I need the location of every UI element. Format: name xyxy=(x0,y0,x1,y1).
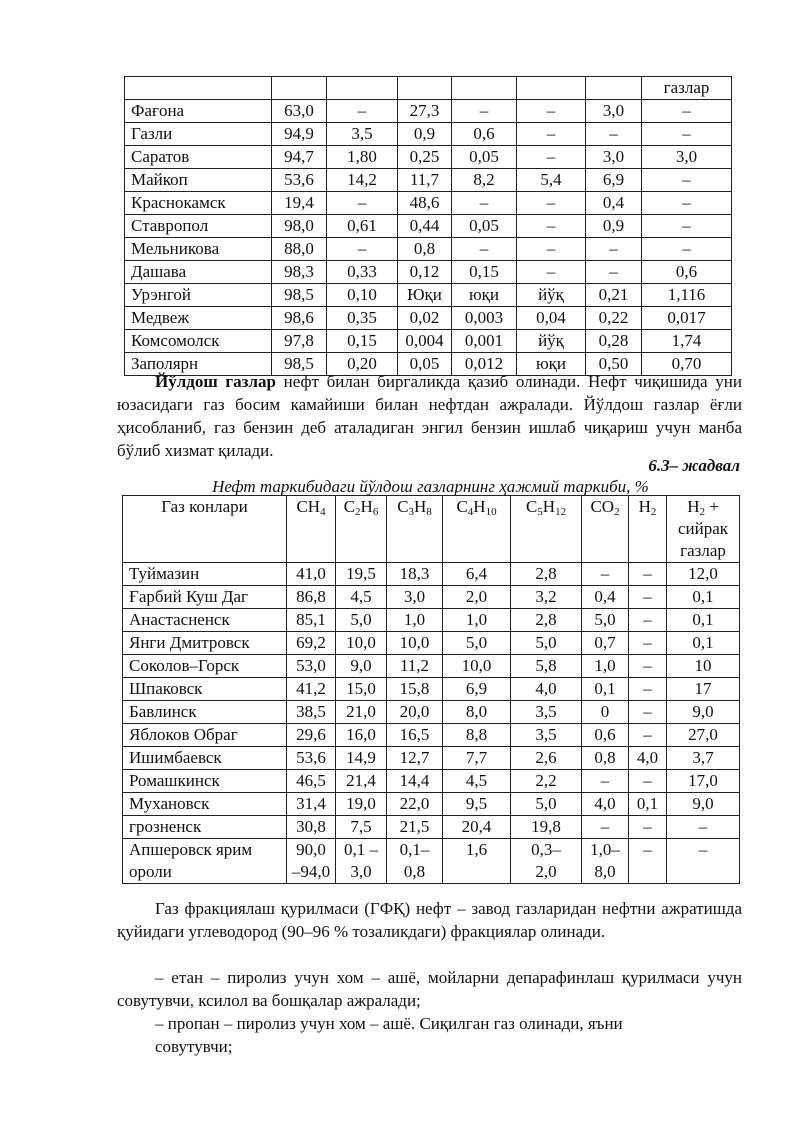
value-cell: 2,0 xyxy=(443,586,511,609)
header-formula: $CO_2$ xyxy=(582,496,629,563)
value-cell: 53,0 xyxy=(287,655,336,678)
table-row xyxy=(123,609,740,632)
value-cell: 0,21 xyxy=(586,284,642,307)
value-cell: 88,0 xyxy=(272,238,327,261)
value-cell: 53,6 xyxy=(287,747,336,770)
value-cell: – xyxy=(517,100,586,123)
table-row xyxy=(123,816,740,839)
value-cell: 5,0 xyxy=(443,632,511,655)
header-cell: газлар xyxy=(642,77,732,100)
value-cell: 6,4 xyxy=(443,563,511,586)
value-cell: 30,8 xyxy=(287,816,336,839)
table-row xyxy=(125,261,732,284)
value-cell: 1,74 xyxy=(642,330,732,353)
value-cell: 12,7 xyxy=(387,747,443,770)
value-cell: юқи xyxy=(452,284,517,307)
field-name-cell: Комсомолск xyxy=(125,330,272,353)
value-cell: 53,6 xyxy=(272,169,327,192)
value-cell: 10,0 xyxy=(336,632,387,655)
value-cell: 5,0 xyxy=(336,609,387,632)
value-cell: 0,15 xyxy=(327,330,398,353)
table-row xyxy=(125,238,732,261)
table-title: Нефт таркибидаги йўлдош газларнинг ҳажмий таркиби, % xyxy=(212,477,649,496)
header-h2-rare-gases: $H_2$ + сийрак газлар xyxy=(667,496,740,563)
table-row xyxy=(123,701,740,724)
value-cell: 4,5 xyxy=(336,586,387,609)
field-name-cell: Фағона xyxy=(125,100,272,123)
propane-line-2: совутувчи; xyxy=(155,1037,233,1056)
value-cell: 0,35 xyxy=(327,307,398,330)
value-cell: 0,33 xyxy=(327,261,398,284)
value-cell: – xyxy=(452,238,517,261)
value-cell: – xyxy=(642,123,732,146)
value-cell: 5,0 xyxy=(582,609,629,632)
value-cell: 17 xyxy=(667,678,740,701)
value-cell: 19,4 xyxy=(272,192,327,215)
table-row xyxy=(125,192,732,215)
table-row xyxy=(125,100,732,123)
header-gas-fields: Газ конлари xyxy=(123,496,287,563)
field-name-cell: Медвеж xyxy=(125,307,272,330)
ethane-paragraph xyxy=(117,966,742,1012)
value-cell: 2,6 xyxy=(511,747,582,770)
field-name-cell: Анастасненск xyxy=(123,609,287,632)
header-formula: $C_5H_{12}$ xyxy=(511,496,582,563)
value-cell: 15,8 xyxy=(387,678,443,701)
value-cell: – xyxy=(586,123,642,146)
value-cell: 2,2 xyxy=(511,770,582,793)
value-cell: 46,5 xyxy=(287,770,336,793)
value-cell: 4,0 xyxy=(511,678,582,701)
value-cell: 0,6 xyxy=(642,261,732,284)
value-cell: – xyxy=(517,261,586,284)
value-cell: 11,2 xyxy=(387,655,443,678)
value-cell: 98,0 xyxy=(272,215,327,238)
field-name-cell: Апшеровск ярим ороли xyxy=(123,839,287,884)
value-cell: – xyxy=(629,655,667,678)
value-cell: 0,05 xyxy=(452,215,517,238)
value-cell: 1,0– 8,0 xyxy=(582,839,629,884)
table-row xyxy=(123,770,740,793)
header-cell xyxy=(125,77,272,100)
value-cell: 6,9 xyxy=(443,678,511,701)
value-cell: 90,0 –94,0 xyxy=(287,839,336,884)
value-cell: йўқ xyxy=(517,284,586,307)
table-row xyxy=(123,724,740,747)
field-name-cell: Мухановск xyxy=(123,793,287,816)
value-cell: 0,1 xyxy=(667,632,740,655)
value-cell: 1,116 xyxy=(642,284,732,307)
value-cell: 0,4 xyxy=(586,192,642,215)
header-formula: $C_3H_8$ xyxy=(387,496,443,563)
value-cell: 0,10 xyxy=(327,284,398,307)
value-cell: 38,5 xyxy=(287,701,336,724)
value-cell: 16,0 xyxy=(336,724,387,747)
table-row xyxy=(125,123,732,146)
header-cell xyxy=(517,77,586,100)
value-cell: 3,0 xyxy=(387,586,443,609)
value-cell: 11,7 xyxy=(398,169,452,192)
header-cell xyxy=(272,77,327,100)
table-number: 6.3– жадвал xyxy=(648,456,740,475)
value-cell: 3,7 xyxy=(667,747,740,770)
field-name-cell: Бавлинск xyxy=(123,701,287,724)
value-cell: 5,0 xyxy=(511,632,582,655)
value-cell: 0,6 xyxy=(452,123,517,146)
header-formula: $H_2$ xyxy=(629,496,667,563)
value-cell: 97,8 xyxy=(272,330,327,353)
value-cell: 0,28 xyxy=(586,330,642,353)
value-cell: 18,3 xyxy=(387,563,443,586)
value-cell: 0,02 xyxy=(398,307,452,330)
table-row xyxy=(125,169,732,192)
value-cell: – xyxy=(452,192,517,215)
field-name-cell: Шпаковск xyxy=(123,678,287,701)
value-cell: – xyxy=(327,100,398,123)
value-cell: – xyxy=(629,816,667,839)
field-name-cell: Ставропол xyxy=(125,215,272,238)
value-cell: 0,1 xyxy=(629,793,667,816)
value-cell: – xyxy=(629,724,667,747)
value-cell: 8,2 xyxy=(452,169,517,192)
value-cell: 41,2 xyxy=(287,678,336,701)
value-cell: – xyxy=(582,816,629,839)
value-cell: – xyxy=(629,678,667,701)
value-cell: 31,4 xyxy=(287,793,336,816)
value-cell: 86,8 xyxy=(287,586,336,609)
value-cell: – xyxy=(586,261,642,284)
value-cell: 1,0 xyxy=(387,609,443,632)
value-cell: 0,012 xyxy=(452,353,517,376)
value-cell: 7,5 xyxy=(336,816,387,839)
associated-gases-table xyxy=(122,495,740,884)
value-cell: – xyxy=(629,586,667,609)
field-name-cell: Мельникова xyxy=(125,238,272,261)
value-cell: 0,70 xyxy=(642,353,732,376)
value-cell: – xyxy=(642,192,732,215)
field-name-cell: Саратов xyxy=(125,146,272,169)
header-formula: $C_4H_{10}$ xyxy=(443,496,511,563)
field-name-cell: Урэнгой xyxy=(125,284,272,307)
table-row xyxy=(125,307,732,330)
value-cell: 0,20 xyxy=(327,353,398,376)
value-cell: 19,0 xyxy=(336,793,387,816)
value-cell: 0,1 xyxy=(667,609,740,632)
value-cell: 0,25 xyxy=(398,146,452,169)
gas-composition-table-continued xyxy=(124,76,732,376)
value-cell: 0,003 xyxy=(452,307,517,330)
value-cell: 21,4 xyxy=(336,770,387,793)
value-cell: 69,2 xyxy=(287,632,336,655)
value-cell: 98,3 xyxy=(272,261,327,284)
value-cell: 0 xyxy=(582,701,629,724)
header-formula: $CH_4$ xyxy=(287,496,336,563)
table-row xyxy=(125,215,732,238)
gfk-paragraph: Газ фракциялаш қурилмаси (ГФҚ) нефт – завод газларидан нефтни ажратишда қуйидаги углеводород (90–96 % тозаликдаги) фракциялар олинади. xyxy=(117,899,742,941)
value-cell: 0,22 xyxy=(586,307,642,330)
value-cell: 0,8 xyxy=(398,238,452,261)
value-cell: 7,7 xyxy=(443,747,511,770)
value-cell: 3,5 xyxy=(511,701,582,724)
value-cell: 0,1 – 3,0 xyxy=(336,839,387,884)
value-cell: 94,9 xyxy=(272,123,327,146)
value-cell: 12,0 xyxy=(667,563,740,586)
value-cell: 98,5 xyxy=(272,284,327,307)
associated-gases-text: нефт билан биргаликда қазиб олинади. Нефт чиқишида уни юзасидаги газ босим камайиши билан нефтдан ажралади. Йўлдош газлар ёғли ҳисобланиб, газ бензин деб аталадиган энгил бензин ишлаб чиқариш учун манба бўлиб хизмат қилади. xyxy=(117,372,742,460)
table-row xyxy=(123,678,740,701)
value-cell: 0,004 xyxy=(398,330,452,353)
value-cell: – xyxy=(517,123,586,146)
table-row xyxy=(125,330,732,353)
value-cell: 0,8 xyxy=(582,747,629,770)
value-cell: 3,0 xyxy=(586,146,642,169)
table-header-row xyxy=(123,496,740,563)
value-cell: – xyxy=(327,192,398,215)
value-cell: 21,5 xyxy=(387,816,443,839)
value-cell: 0,61 xyxy=(327,215,398,238)
value-cell: 8,8 xyxy=(443,724,511,747)
value-cell: – xyxy=(629,609,667,632)
ethane-text-end: ксилол ва бошқалар ажралади; xyxy=(193,991,421,1010)
value-cell: 17,0 xyxy=(667,770,740,793)
field-name-cell: Ғарбий Куш Даг xyxy=(123,586,287,609)
field-name-cell: Туймазин xyxy=(123,563,287,586)
header-formula: $C_2H_6$ xyxy=(336,496,387,563)
value-cell: – xyxy=(327,238,398,261)
value-cell: 3,5 xyxy=(327,123,398,146)
value-cell: 4,0 xyxy=(582,793,629,816)
value-cell: 0,1– 0,8 xyxy=(387,839,443,884)
value-cell: 21,0 xyxy=(336,701,387,724)
value-cell: 0,9 xyxy=(398,123,452,146)
value-cell: 2,8 xyxy=(511,563,582,586)
value-cell: 29,6 xyxy=(287,724,336,747)
value-cell: 19,8 xyxy=(511,816,582,839)
value-cell: 14,4 xyxy=(387,770,443,793)
value-cell: 10,0 xyxy=(387,632,443,655)
value-cell: – xyxy=(517,146,586,169)
value-cell: 27,3 xyxy=(398,100,452,123)
value-cell: 0,1 xyxy=(582,678,629,701)
value-cell: 10,0 xyxy=(443,655,511,678)
table-header-row xyxy=(125,77,732,100)
value-cell: – xyxy=(586,238,642,261)
value-cell: 63,0 xyxy=(272,100,327,123)
value-cell: 0,12 xyxy=(398,261,452,284)
field-name-cell: Ромашкинск xyxy=(123,770,287,793)
table-row xyxy=(123,793,740,816)
field-name-cell: Заполярн xyxy=(125,353,272,376)
value-cell: – xyxy=(452,100,517,123)
value-cell: – xyxy=(517,238,586,261)
value-cell: – xyxy=(629,701,667,724)
value-cell: 0,05 xyxy=(398,353,452,376)
value-cell: 3,5 xyxy=(511,724,582,747)
value-cell: 9,0 xyxy=(667,701,740,724)
value-cell: 20,4 xyxy=(443,816,511,839)
value-cell: 0,1 xyxy=(667,586,740,609)
value-cell: 16,5 xyxy=(387,724,443,747)
value-cell: 0,9 xyxy=(586,215,642,238)
associated-gases-term: Йўлдош газлар xyxy=(155,372,276,391)
table-row xyxy=(123,747,740,770)
propane-line-1: – пропан – пиролиз учун хом – ашё. Сиқилган газ олинади, яъни xyxy=(155,1014,623,1033)
value-cell: 15,0 xyxy=(336,678,387,701)
value-cell: 1,80 xyxy=(327,146,398,169)
table-row xyxy=(123,563,740,586)
value-cell: 19,5 xyxy=(336,563,387,586)
value-cell: 6,9 xyxy=(586,169,642,192)
table-row xyxy=(123,655,740,678)
value-cell: – xyxy=(629,770,667,793)
value-cell: – xyxy=(642,100,732,123)
value-cell: – xyxy=(582,563,629,586)
value-cell: 20,0 xyxy=(387,701,443,724)
value-cell: – xyxy=(667,816,740,839)
value-cell: Юқи xyxy=(398,284,452,307)
value-cell: 22,0 xyxy=(387,793,443,816)
value-cell: 10 xyxy=(667,655,740,678)
field-name-cell: грозненск xyxy=(123,816,287,839)
value-cell: 14,2 xyxy=(327,169,398,192)
field-name-cell: Соколов–Горск xyxy=(123,655,287,678)
value-cell: – xyxy=(517,192,586,215)
value-cell: 1,0 xyxy=(443,609,511,632)
value-cell: – xyxy=(642,238,732,261)
value-cell: 41,0 xyxy=(287,563,336,586)
value-cell: 0,7 xyxy=(582,632,629,655)
value-cell: 85,1 xyxy=(287,609,336,632)
value-cell: 4,0 xyxy=(629,747,667,770)
value-cell: юқи xyxy=(517,353,586,376)
value-cell: 27,0 xyxy=(667,724,740,747)
value-cell: 1,6 xyxy=(443,839,511,884)
value-cell: 3,2 xyxy=(511,586,582,609)
value-cell: 48,6 xyxy=(398,192,452,215)
table-row xyxy=(125,284,732,307)
associated-gases-paragraph xyxy=(117,370,742,462)
value-cell: 0,05 xyxy=(452,146,517,169)
header-cell xyxy=(398,77,452,100)
header-cell xyxy=(586,77,642,100)
value-cell: 0,3– 2,0 xyxy=(511,839,582,884)
value-cell: 0,04 xyxy=(517,307,586,330)
value-cell: 98,6 xyxy=(272,307,327,330)
value-cell: 14,9 xyxy=(336,747,387,770)
field-name-cell: Газли xyxy=(125,123,272,146)
value-cell: 3,0 xyxy=(642,146,732,169)
value-cell: – xyxy=(667,839,740,884)
value-cell: 4,5 xyxy=(443,770,511,793)
field-name-cell: Ишимбаевск xyxy=(123,747,287,770)
value-cell: 5,8 xyxy=(511,655,582,678)
value-cell: – xyxy=(629,563,667,586)
header-cell xyxy=(327,77,398,100)
table-row xyxy=(123,839,740,884)
value-cell: – xyxy=(642,215,732,238)
value-cell: 0,017 xyxy=(642,307,732,330)
value-cell: йўқ xyxy=(517,330,586,353)
value-cell: 98,5 xyxy=(272,353,327,376)
header-cell xyxy=(452,77,517,100)
value-cell: 9,0 xyxy=(336,655,387,678)
field-name-cell: Яблоков Обраг xyxy=(123,724,287,747)
field-name-cell: Майкоп xyxy=(125,169,272,192)
value-cell: 9,0 xyxy=(667,793,740,816)
value-cell: 1,0 xyxy=(582,655,629,678)
value-cell: 0,001 xyxy=(452,330,517,353)
field-name-cell: Дашава xyxy=(125,261,272,284)
value-cell: – xyxy=(642,169,732,192)
value-cell: 2,8 xyxy=(511,609,582,632)
value-cell: 94,7 xyxy=(272,146,327,169)
table-row xyxy=(123,632,740,655)
value-cell: 0,4 xyxy=(582,586,629,609)
value-cell: 0,44 xyxy=(398,215,452,238)
value-cell: – xyxy=(582,770,629,793)
ethane-comma: , xyxy=(189,991,194,1010)
value-cell: 0,15 xyxy=(452,261,517,284)
value-cell: – xyxy=(629,632,667,655)
value-cell: 0,6 xyxy=(582,724,629,747)
table-row xyxy=(125,146,732,169)
value-cell: 5,4 xyxy=(517,169,586,192)
value-cell: 9,5 xyxy=(443,793,511,816)
value-cell: 8,0 xyxy=(443,701,511,724)
value-cell: 0,50 xyxy=(586,353,642,376)
table-row xyxy=(123,586,740,609)
value-cell: 5,0 xyxy=(511,793,582,816)
value-cell: – xyxy=(517,215,586,238)
field-name-cell: Краснокамск xyxy=(125,192,272,215)
ethane-text: – етан – пиролиз учун хом – ашё, мойларни депарафинлаш қурилмаси учун совутувчи xyxy=(117,968,742,1010)
value-cell: – xyxy=(629,839,667,884)
value-cell: 3,0 xyxy=(586,100,642,123)
field-name-cell: Янги Дмитровск xyxy=(123,632,287,655)
